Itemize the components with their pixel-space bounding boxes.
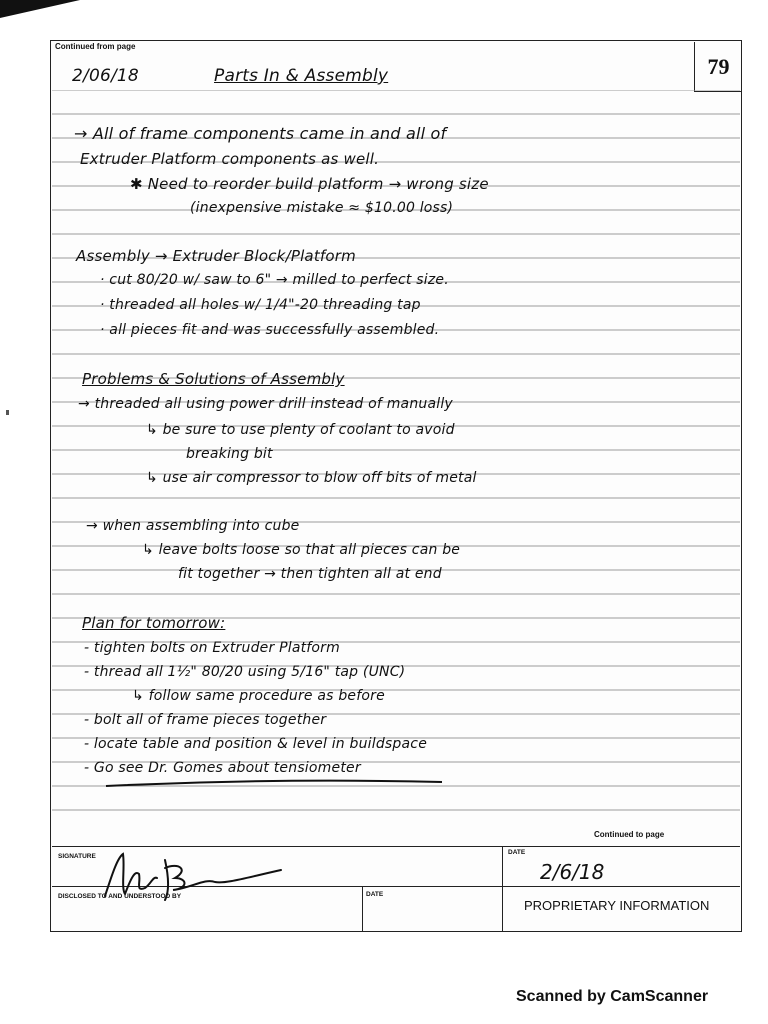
note-line: · cut 80/20 w/ saw to 6" → milled to perfect size.	[100, 272, 449, 288]
note-line: · all pieces fit and was successfully assembled.	[100, 322, 440, 338]
continued-to-label: Continued to page	[594, 830, 665, 839]
entry-date: 2/06/18	[72, 66, 139, 86]
section-heading: Assembly → Extruder Block/Platform	[76, 247, 356, 265]
note-line: ↳ be sure to use plenty of coolant to avoid	[146, 422, 455, 438]
page-number: 79	[694, 42, 742, 92]
note-line: ↳ use air compressor to blow off bits of metal	[146, 470, 477, 486]
proprietary-label: PROPRIETARY INFORMATION	[524, 898, 710, 913]
entry-title: Parts In & Assembly	[214, 66, 389, 86]
note-line: · threaded all holes w/ 1/4"-20 threading tap	[100, 297, 421, 313]
note-line: → All of frame components came in and all of	[74, 124, 447, 143]
note-line: Extruder Platform components as well.	[80, 150, 380, 168]
underline-stroke	[104, 776, 444, 790]
scan-artifact	[6, 410, 9, 415]
date-label-2: DATE	[366, 891, 384, 898]
note-line: - bolt all of frame pieces together	[84, 712, 327, 728]
signature-date: 2/6/18	[540, 860, 605, 884]
section-heading: Problems & Solutions of Assembly	[82, 370, 345, 388]
note-line: - tighten bolts on Extruder Platform	[84, 640, 340, 656]
signature-label: SIGNATURE	[58, 853, 96, 860]
divider	[52, 846, 740, 847]
note-line: - thread all 1½" 80/20 using 5/16" tap (UNC)	[84, 664, 406, 680]
section-heading: Plan for tomorrow:	[82, 614, 226, 632]
divider	[502, 846, 503, 932]
date-label: DATE	[508, 849, 526, 856]
continued-from-label: Continued from page	[55, 42, 136, 51]
note-line: → when assembling into cube	[86, 518, 300, 534]
camscanner-watermark: Scanned by CamScanner	[516, 988, 709, 1005]
scan-corner-shadow	[0, 0, 80, 20]
signature-scribble	[95, 848, 285, 903]
divider	[362, 886, 363, 932]
note-line: - locate table and position & level in buildspace	[84, 736, 428, 752]
note-line: (inexpensive mistake ≈ $10.00 loss)	[190, 200, 454, 216]
note-line: fit together → then tighten all at end	[178, 566, 442, 582]
note-line: ✱ Need to reorder build platform → wrong size	[130, 175, 489, 193]
disclosed-label: DISCLOSED TO AND UNDERSTOOD BY	[58, 893, 182, 900]
note-line: ↳ leave bolts loose so that all pieces can be	[142, 542, 461, 558]
note-line: ↳ follow same procedure as before	[132, 688, 385, 704]
note-line: → threaded all using power drill instead of manually	[78, 396, 453, 412]
note-line: - Go see Dr. Gomes about tensiometer	[84, 760, 361, 776]
note-line: breaking bit	[186, 446, 273, 462]
